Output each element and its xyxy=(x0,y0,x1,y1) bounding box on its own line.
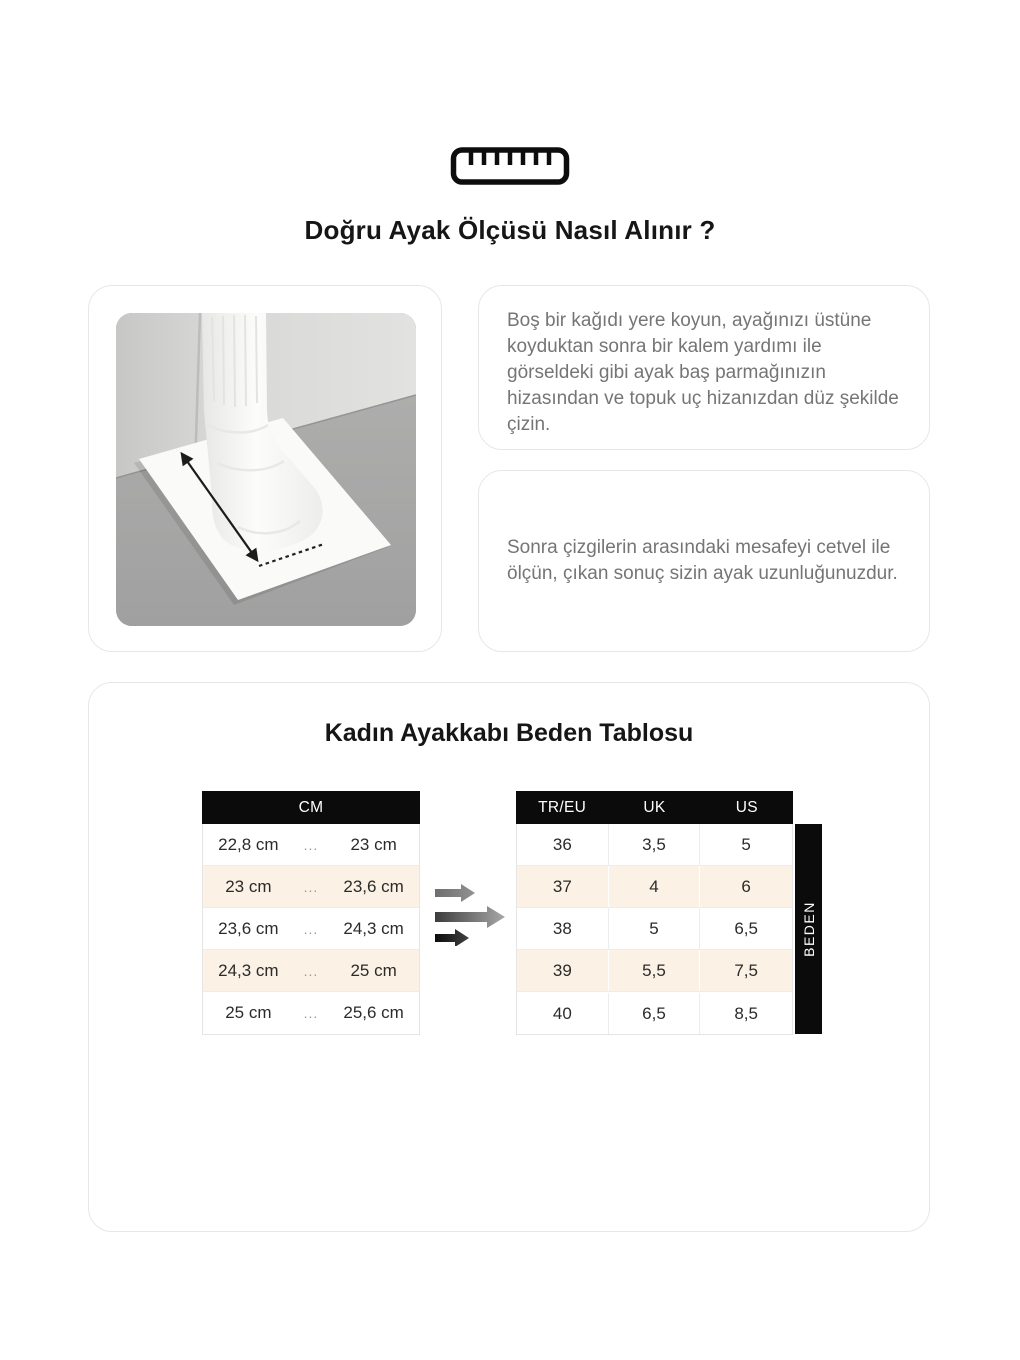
cm-row xyxy=(203,950,419,992)
uk-value: 6,5 xyxy=(609,993,701,1034)
tr-eu-value: 38 xyxy=(517,908,609,949)
us-value: 6,5 xyxy=(734,919,758,938)
instruction-step-1: Boş bir kağıdı yere koyun, ayağınızı üstüne koyduktan sonra bir kalem yardımı ile görseldeki gibi ayak baş parmağınızın hizasından ve topuk uç hizanızdan düz şekilde çizin. xyxy=(507,310,899,435)
tr-eu-value: 37 xyxy=(517,866,609,907)
us-value: 6 xyxy=(741,877,751,896)
instruction-card-1 xyxy=(478,285,930,450)
us-value: 7,5 xyxy=(734,961,758,980)
cm-row xyxy=(203,866,419,908)
ruler-icon xyxy=(450,146,570,186)
tr-eu-value: 39 xyxy=(517,950,609,991)
beden-side-bar xyxy=(795,824,822,1034)
range-dots: ... xyxy=(303,836,319,853)
tr-eu-value: 36 xyxy=(517,824,609,865)
mapping-arrows-icon xyxy=(434,882,506,946)
tr-eu-value: 40 xyxy=(517,993,609,1034)
us-header: US xyxy=(735,798,758,816)
uk-value: 3,5 xyxy=(609,824,701,865)
arrow-middle xyxy=(435,906,505,928)
cm-row xyxy=(203,908,419,950)
cm-max: 25 cm xyxy=(350,960,397,980)
us-value: 8,5 xyxy=(734,1003,758,1023)
range-dots: ... xyxy=(303,878,319,895)
cm-max: 25,6 cm xyxy=(343,1003,404,1022)
cm-header-label: CM xyxy=(298,798,324,816)
beden-side-label: BEDEN xyxy=(800,901,817,957)
cm-max: 23,6 cm xyxy=(343,876,404,896)
uk-header: UK xyxy=(643,798,666,816)
size-table-body xyxy=(516,824,793,1035)
tr-eu-header: TR/EU xyxy=(538,798,587,816)
cm-min: 23 cm xyxy=(225,876,272,896)
cm-max: 24,3 cm xyxy=(343,918,404,938)
size-chart-title: Kadın Ayakkabı Beden Tablosu xyxy=(324,719,694,747)
foot-measure-photo-card xyxy=(88,285,442,652)
foot-measure-photo xyxy=(116,313,416,626)
size-row xyxy=(517,992,792,1034)
uk-value: 5,5 xyxy=(609,950,701,991)
cm-min: 24,3 cm xyxy=(218,960,279,980)
cm-table-header xyxy=(202,791,420,824)
instruction-step-2: Sonra çizgilerin arasındaki mesafeyi cetvel ile ölçün, çıkan sonuç sizin ayak uzunluğunuzdur. xyxy=(507,537,898,584)
uk-value: 4 xyxy=(609,866,701,907)
cm-min: 22,8 cm xyxy=(218,834,279,854)
size-table xyxy=(516,791,793,1035)
cm-table xyxy=(202,791,420,1035)
arrow-bottom xyxy=(435,929,469,946)
range-dots: ... xyxy=(303,962,319,979)
cm-row xyxy=(203,824,419,866)
size-table-header xyxy=(516,791,793,824)
arrow-top xyxy=(435,884,475,902)
cm-min: 25 cm xyxy=(225,1003,272,1022)
header-icon-wrap xyxy=(0,146,1020,186)
instruction-card-2 xyxy=(478,470,930,652)
cm-table-body xyxy=(202,824,420,1035)
cm-min: 23,6 cm xyxy=(218,918,279,938)
size-row xyxy=(517,866,792,908)
range-dots: ... xyxy=(303,1005,319,1021)
us-value: 5 xyxy=(741,835,751,854)
foot-measure-illustration xyxy=(116,313,416,626)
cm-max: 23 cm xyxy=(350,834,397,854)
range-dots: ... xyxy=(303,920,319,937)
size-chart-card xyxy=(88,682,930,1232)
uk-value: 5 xyxy=(609,908,701,949)
size-row xyxy=(517,950,792,992)
page-title: Doğru Ayak Ölçüsü Nasıl Alınır ? xyxy=(304,215,716,245)
size-row xyxy=(517,908,792,950)
size-row xyxy=(517,824,792,866)
cm-row xyxy=(203,992,419,1034)
